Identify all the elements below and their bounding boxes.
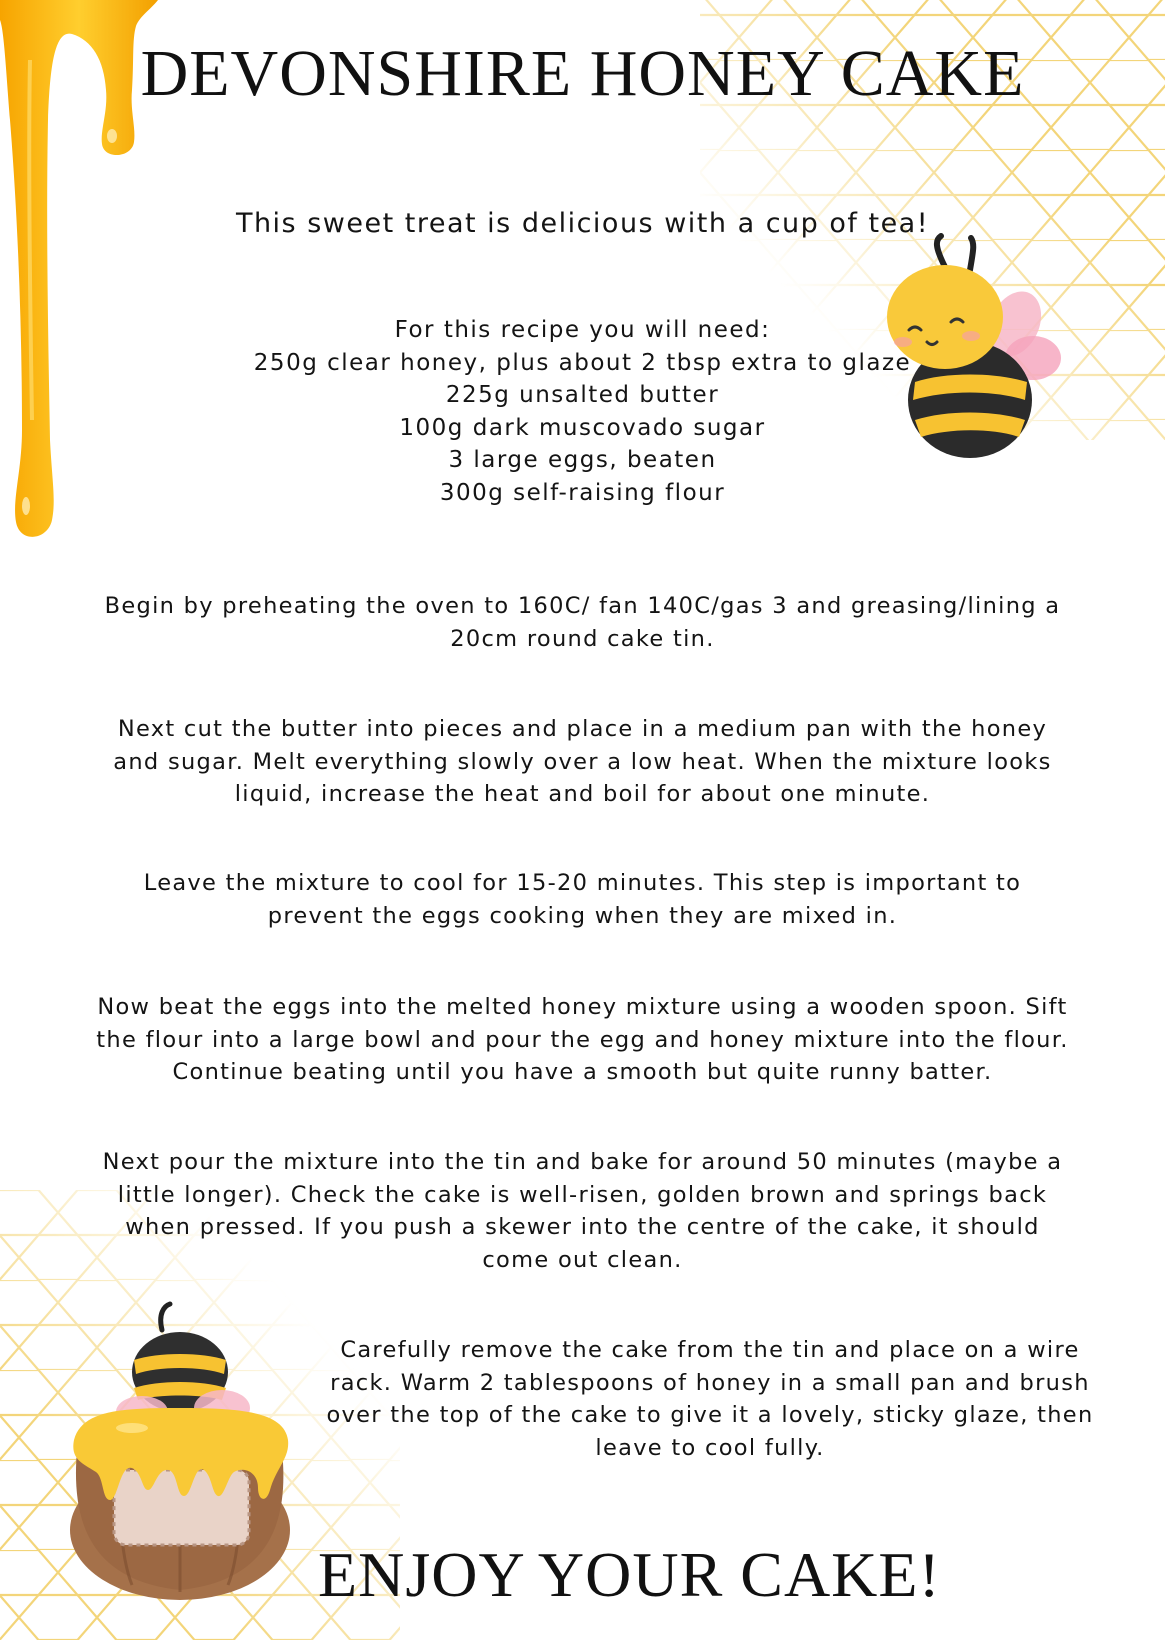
ingredients-list	[230, 314, 935, 509]
tagline: This sweet treat is delicious with a cup of tea!	[235, 208, 930, 239]
ingredient-item: 300g self-raising flour	[439, 479, 726, 506]
ingredients-heading: For this recipe you will need:	[394, 317, 771, 343]
ingredient-item: 225g unsalted butter	[445, 382, 720, 408]
closing-message: ENJOY YOUR CAKE!	[318, 1539, 941, 1610]
honey-pot-icon	[62, 1300, 302, 1600]
ingredient-item: 3 large eggs, beaten	[448, 447, 717, 473]
step-melt: Next cut the butter into pieces and place in a medium pan with the honey and sugar. Melt everything slowly over a low heat. When the mixture looks liquid, increase the heat and boil for about one minute.	[113, 716, 1052, 807]
step-cool: Leave the mixture to cool for 15-20 minutes. This step is important to prevent the eggs cooking when they are mixed in.	[143, 870, 1022, 929]
ingredient-item: 100g dark muscovado sugar	[399, 414, 766, 441]
step-glaze: Carefully remove the cake from the tin and place on a wire rack. Warm 2 tablespoons of honey in a small pan and brush over the top of the cake to give it a lovely, sticky glaze, then leave to cool fully.	[326, 1337, 1094, 1461]
step-bake: Next pour the mixture into the tin and bake for around 50 minutes (maybe a little longer). Check the cake is well-risen, golden brown and springs back when pressed. If you push a skewer into the centre of the cake, it should come out clean.	[102, 1149, 1063, 1273]
ingredient-item: 250g clear honey, plus about 2 tbsp extra to glaze	[253, 349, 912, 376]
step-preheat: Begin by preheating the oven to 160C/ fan 140C/gas 3 and greasing/lining a 20cm round cake tin.	[104, 593, 1061, 652]
step-mix: Now beat the eggs into the melted honey mixture using a wooden spoon. Sift the flour into a large bowl and pour the egg and honey mixture into the flour. Continue beating until you have a smooth but quite runny batter.	[96, 994, 1069, 1085]
page-title: DEVONSHIRE HONEY CAKE	[140, 37, 1025, 110]
